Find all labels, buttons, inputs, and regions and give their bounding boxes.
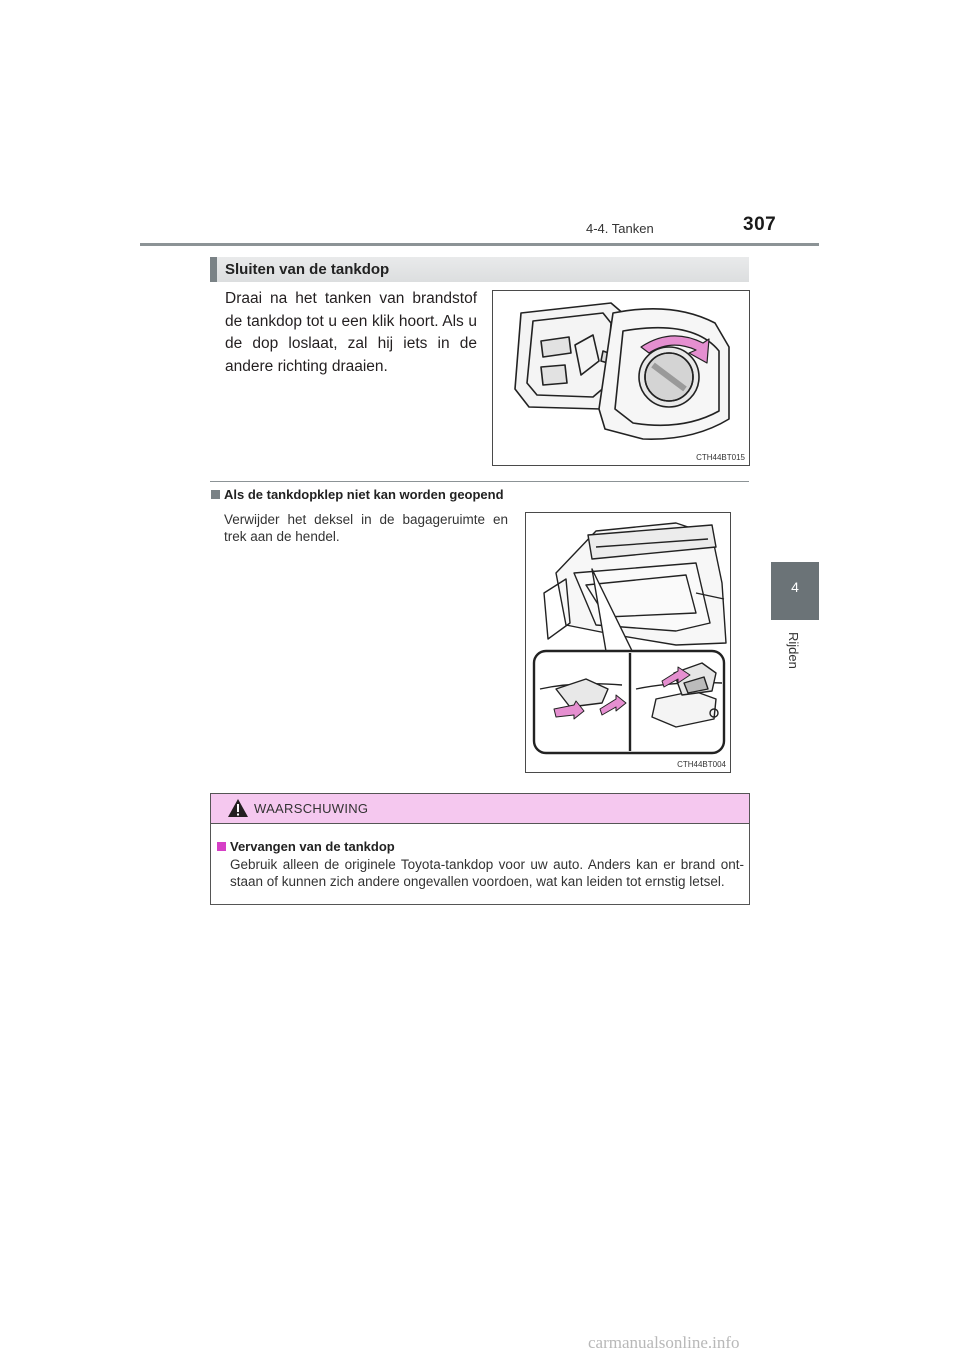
chapter-tab: 4 bbox=[771, 562, 819, 620]
warning-box bbox=[210, 793, 750, 905]
watermark: carmanualsonline.info bbox=[588, 1333, 740, 1352]
subsection-heading bbox=[211, 487, 504, 502]
section-body-text: Draai na het tanken van brandstof de tankdop tot u een klik hoort. Als u de dop loslaat, zal hij iets in de andere richting draaien. bbox=[225, 290, 477, 375]
section-heading bbox=[210, 257, 749, 282]
warning-triangle-icon bbox=[227, 798, 249, 818]
fuel-cap-figure bbox=[492, 290, 750, 466]
warning-subtitle-text: Vervangen van de tankdop bbox=[230, 839, 395, 854]
chapter-label: Rijden bbox=[786, 632, 801, 669]
trunk-lever-figure bbox=[525, 512, 731, 773]
warning-subtitle bbox=[217, 839, 395, 854]
warning-body-text: Gebruik alleen de originele Toyota-tankdop voor uw auto. Anders kan er brand ont-staan of kunnen zich andere ongevallen voordoen, wat kan leiden tot ernstig letsel. bbox=[230, 857, 744, 889]
fuel-cap-illustration bbox=[493, 291, 749, 465]
section-heading-text: Sluiten van de tankdop bbox=[225, 261, 390, 278]
bullet-square-icon bbox=[217, 842, 226, 851]
page-number: 307 bbox=[743, 214, 777, 235]
section-divider bbox=[210, 481, 749, 482]
warning-title: WAARSCHUWING bbox=[254, 801, 369, 816]
subsection-heading-text: Als de tankdopklep niet kan worden geopend bbox=[224, 487, 504, 502]
warning-header bbox=[211, 794, 749, 824]
figure-code: CTH44BT015 bbox=[696, 453, 745, 462]
trunk-lever-illustration bbox=[526, 513, 730, 772]
section-breadcrumb: 4-4. Tanken bbox=[586, 221, 654, 236]
subsection-body-text: Verwijder het deksel in de bagageruimte en trek aan de hendel. bbox=[224, 512, 508, 544]
figure-code: CTH44BT004 bbox=[677, 760, 726, 769]
bullet-square-icon bbox=[211, 490, 220, 499]
header-divider bbox=[140, 243, 819, 246]
